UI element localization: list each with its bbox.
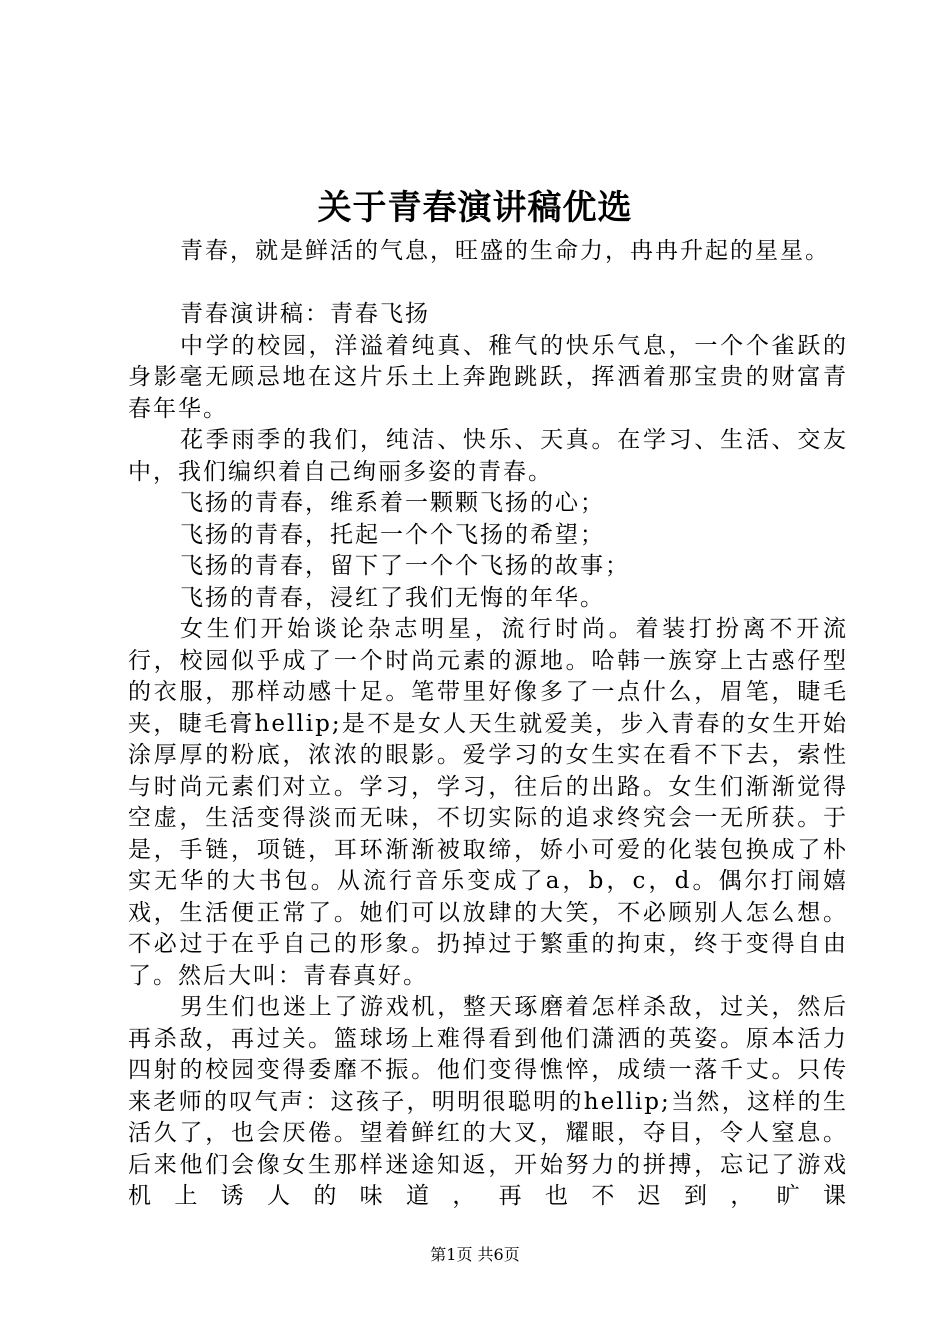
document-body [128,236,848,1213]
paragraph-intro: 青春，就是鲜活的气息，旺盛的生命力，冉冉升起的星星。 [180,238,830,264]
paragraph: 飞扬的青春，留下了一个个飞扬的故事； [180,553,630,579]
paragraph: 男生们也迷上了游戏机，整天琢磨着怎样杀敌，过关，然后再杀敌，再过关。篮球场上难得看到他们潇洒的英姿。原本活力四射的校园变得委靡不振。他们变得憔悴，成绩一落千丈。只传来老师的叹气声：这孩子，明明很聪明的hellip;当然，这样的生活久了，也会厌倦。望着鲜红的大叉，耀眼，夺目，令人窒息。后来他们会像女生那样迷途知返，开始努力的拼搏，忘记了游戏机上诱人的味道，再也不迟到，旷课 [128,994,848,1209]
paragraph: 飞扬的青春，浸红了我们无悔的年华。 [180,584,605,611]
paragraph: 花季雨季的我们，纯洁、快乐、天真。在学习、生活、交友中，我们编织着自己绚丽多姿的青春。 [128,427,848,485]
paragraph: 飞扬的青春，维系着一颗颗飞扬的心； [180,490,605,516]
paragraph: 女生们开始谈论杂志明星，流行时尚。着装打扮离不开流行，校园似乎成了一个时尚元素的源地。哈韩一族穿上古惑仔型的衣服，那样动感十足。笔带里好像多了一点什么，眉笔，睫毛夹，睫毛膏hellip;是不是女人天生就爱美，步入青春的女生开始涂厚厚的粉底，浓浓的眼影。爱学习的女生实在看不下去，索性与时尚元素们对立。学习，学习，往后的出路。女生们渐渐觉得空虚，生活变得淡而无味，不切实际的追求终究会一无所获。于是，手链，项链，耳环渐渐被取缔，娇小可爱的化装包换成了朴实无华的大书包。从流行音乐变成了a，b，c，d。偶尔打闹嬉戏，生活便正常了。她们可以放肆的大笑，不必顾别人怎么想。不必过于在乎自己的形象。扔掉过于繁重的拘束，终于变得自由了。然后大叫：青春真好。 [128,616,848,989]
paragraph: 飞扬的青春，托起一个个飞扬的希望； [180,521,605,548]
document-title: 关于青春演讲稿优选 [317,188,633,228]
paragraph-spacer [128,268,848,300]
paragraph-subtitle: 青春演讲稿：青春飞扬 [180,301,430,327]
page-footer: 第1页 共6页 [430,1245,520,1264]
paragraph: 中学的校园，洋溢着纯真、稚气的快乐气息，一个个雀跃的身影毫无顾忌地在这片乐土上奔跑跳跃，挥洒着那宝贵的财富青春年华。 [128,332,848,422]
